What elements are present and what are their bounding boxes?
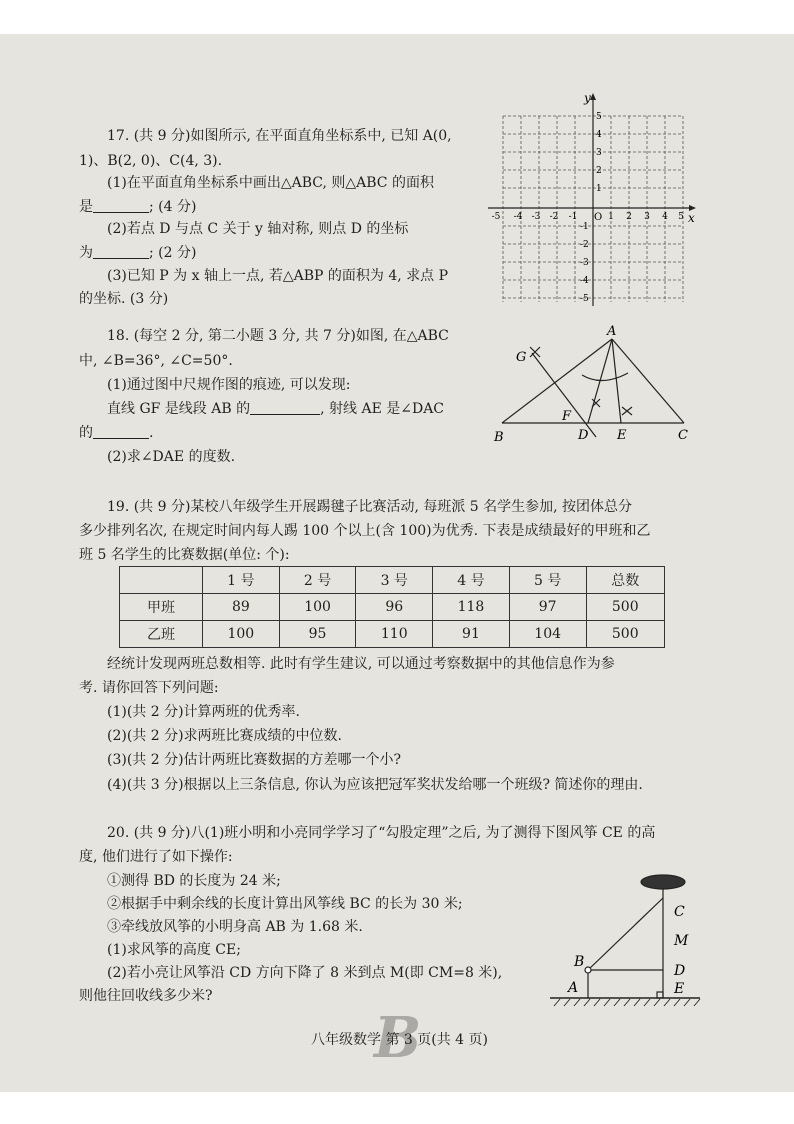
table-cell: 118 [433, 594, 510, 621]
q20-stem-line2: 度, 他们进行了如下操作: [79, 849, 233, 865]
q17-part3-line1: (3)已知 P 为 x 轴上一点, 若△ABP 的面积为 4, 求点 P [107, 268, 449, 284]
q18-stem-line1: 18. (每空 2 分, 第二小题 3 分, 共 7 分)如图, 在△ABC [107, 328, 449, 344]
q17-answer-blank-2[interactable] [93, 244, 149, 259]
q19-stem-line1: 19. (共 9 分)某校八年级学生开展踢毽子比赛活动, 每班派 5 名学生参加, 按团体总分 [107, 499, 633, 515]
q19-part4: (4)(共 3 分)根据以上三条信息, 你认为应该把冠军奖状发给哪一个班级? 简述你的理由. [107, 777, 643, 793]
y-tick: -5 [580, 294, 589, 304]
q20-part1: (1)求风筝的高度 CE; [107, 942, 241, 958]
y-tick: -4 [580, 276, 589, 286]
q18-triangle-figure [490, 325, 705, 450]
table-cell: 4 号 [433, 567, 510, 594]
table-cell: 110 [356, 621, 433, 648]
point-e-label: E [674, 981, 685, 997]
q17-part2-line2: 为 ; (2 分) [79, 245, 197, 261]
q17-part3-line2: 的坐标. (3 分) [79, 291, 169, 307]
q20-step2: ②根据手中剩余线的长度计算出风筝线 BC 的长为 30 米; [107, 896, 463, 912]
table-cell: 5 号 [509, 567, 586, 594]
q19-stem-line2: 多少排列名次, 在规定时间内每人踢 100 个以上(含 100)为优秀. 下表是成绩最好的甲班和乙 [79, 523, 651, 539]
x-tick: 3 [644, 212, 650, 222]
q19-after-line2: 考. 请你回答下列问题: [79, 680, 219, 696]
table-cell: 500 [586, 594, 664, 621]
q17-part1-line1: (1)在平面直角坐标系中画出△ABC, 则△ABC 的面积 [107, 175, 434, 191]
q17-stem-line1: 17. (共 9 分)如图所示, 在平面直角坐标系中, 已知 A(0, [107, 128, 452, 144]
x-tick: -3 [531, 212, 541, 222]
q17-coordinate-grid [488, 88, 698, 308]
table-cell: 甲班 [120, 594, 203, 621]
watermark-mark: B [374, 1005, 422, 1071]
q19-part1: (1)(共 2 分)计算两班的优秀率. [107, 704, 301, 720]
y-tick: 1 [596, 184, 602, 194]
table-row [120, 621, 665, 648]
q17-part1-line2: 是 ; (4 分) [79, 199, 197, 215]
kite-icon [641, 875, 685, 889]
x-tick: -4 [513, 212, 523, 222]
table-cell: 95 [279, 621, 356, 648]
table-cell: 104 [509, 621, 586, 648]
y-axis-label: y [584, 91, 591, 105]
q20-kite-figure [550, 868, 710, 1013]
y-tick: 3 [596, 148, 602, 158]
y-tick: -1 [580, 222, 589, 232]
q19-score-table [119, 566, 665, 648]
point-f-label: F [562, 409, 572, 424]
table-cell [120, 567, 203, 594]
page-footer: 八年级数学 第 3 页(共 4 页) [311, 1032, 488, 1048]
x-tick: -2 [549, 212, 559, 222]
table-header-row [120, 567, 665, 594]
table-cell: 1 号 [203, 567, 280, 594]
table-cell: 500 [586, 621, 664, 648]
origin-label: O [594, 212, 603, 223]
q20-part2-line2: 则他往回收线多少米? [79, 988, 213, 1004]
q17-part2-line1: (2)若点 D 与点 C 关于 y 轴对称, 则点 D 的坐标 [107, 221, 409, 237]
y-tick: 4 [596, 130, 602, 140]
q18-answer-blank-1[interactable] [250, 400, 320, 415]
q19-part2: (2)(共 2 分)求两班比赛成绩的中位数. [107, 728, 343, 744]
point-e-label: E [617, 428, 627, 443]
q17-stem-line2: 1)、B(2, 0)、C(4, 3). [79, 153, 223, 169]
point-d-label: D [578, 428, 589, 443]
table-cell: 96 [356, 594, 433, 621]
y-tick: -2 [580, 240, 589, 250]
x-tick: 5 [678, 212, 684, 222]
point-d-label: D [674, 963, 686, 979]
q18-part2: (2)求∠DAE 的度数. [107, 449, 236, 465]
table-cell: 乙班 [120, 621, 203, 648]
x-tick: -1 [568, 212, 578, 222]
table-cell: 100 [203, 621, 280, 648]
q20-step1: ①测得 BD 的长度为 24 米; [107, 873, 281, 889]
y-tick: 2 [596, 166, 602, 176]
q19-part3: (3)(共 2 分)估计两班比赛数据的方差哪一个小? [107, 752, 402, 768]
table-cell: 总数 [586, 567, 664, 594]
point-a-label: A [607, 325, 617, 339]
x-tick: 4 [662, 212, 668, 222]
table-cell: 97 [509, 594, 586, 621]
q17-answer-blank-1[interactable] [93, 198, 149, 213]
point-m-label: M [674, 933, 689, 949]
table-row [120, 594, 665, 621]
q18-part1: (1)通过图中尺规作图的痕迹, 可以发现: [107, 377, 351, 393]
table-cell: 3 号 [356, 567, 433, 594]
x-tick: 1 [608, 212, 614, 222]
point-c-label: C [678, 428, 688, 443]
y-tick: 5 [596, 112, 602, 122]
q20-stem-line1: 20. (共 9 分)八(1)班小明和小亮同学学习了“勾股定理”之后, 为了测得下图风筝 CE 的高 [107, 825, 656, 841]
q20-part2-line1: (2)若小亮让风筝沿 CD 方向下降了 8 米到点 M(即 CM=8 米), [107, 965, 503, 981]
point-b-label: B [574, 954, 585, 970]
q20-step3: ③牵线放风筝的小明身高 AB 为 1.68 米. [107, 919, 363, 935]
table-cell: 2 号 [279, 567, 356, 594]
point-g-label: G [516, 350, 527, 365]
q18-part1-line2: 直线 GF 是线段 AB 的 , 射线 AE 是∠DAC [107, 401, 445, 417]
y-tick: -3 [580, 258, 589, 268]
point-c-label: C [674, 904, 685, 920]
x-tick: 2 [626, 212, 632, 222]
q19-after-line1: 经统计发现两班总数相等. 此时有学生建议, 可以通过考察数据中的其他信息作为参 [107, 656, 615, 672]
q19-stem-line3: 班 5 名学生的比赛数据(单位: 个): [79, 547, 290, 563]
x-tick: -5 [491, 212, 501, 222]
q18-answer-blank-2[interactable] [93, 424, 149, 439]
x-axis-label: x [688, 211, 695, 225]
table-cell: 89 [203, 594, 280, 621]
q18-part1-line3: 的 . [79, 425, 154, 441]
point-a-label: A [568, 980, 579, 996]
point-b-label: B [494, 430, 504, 445]
q18-stem-line2: 中, ∠B=36°, ∠C=50°. [79, 353, 233, 369]
table-cell: 100 [279, 594, 356, 621]
table-cell: 91 [433, 621, 510, 648]
